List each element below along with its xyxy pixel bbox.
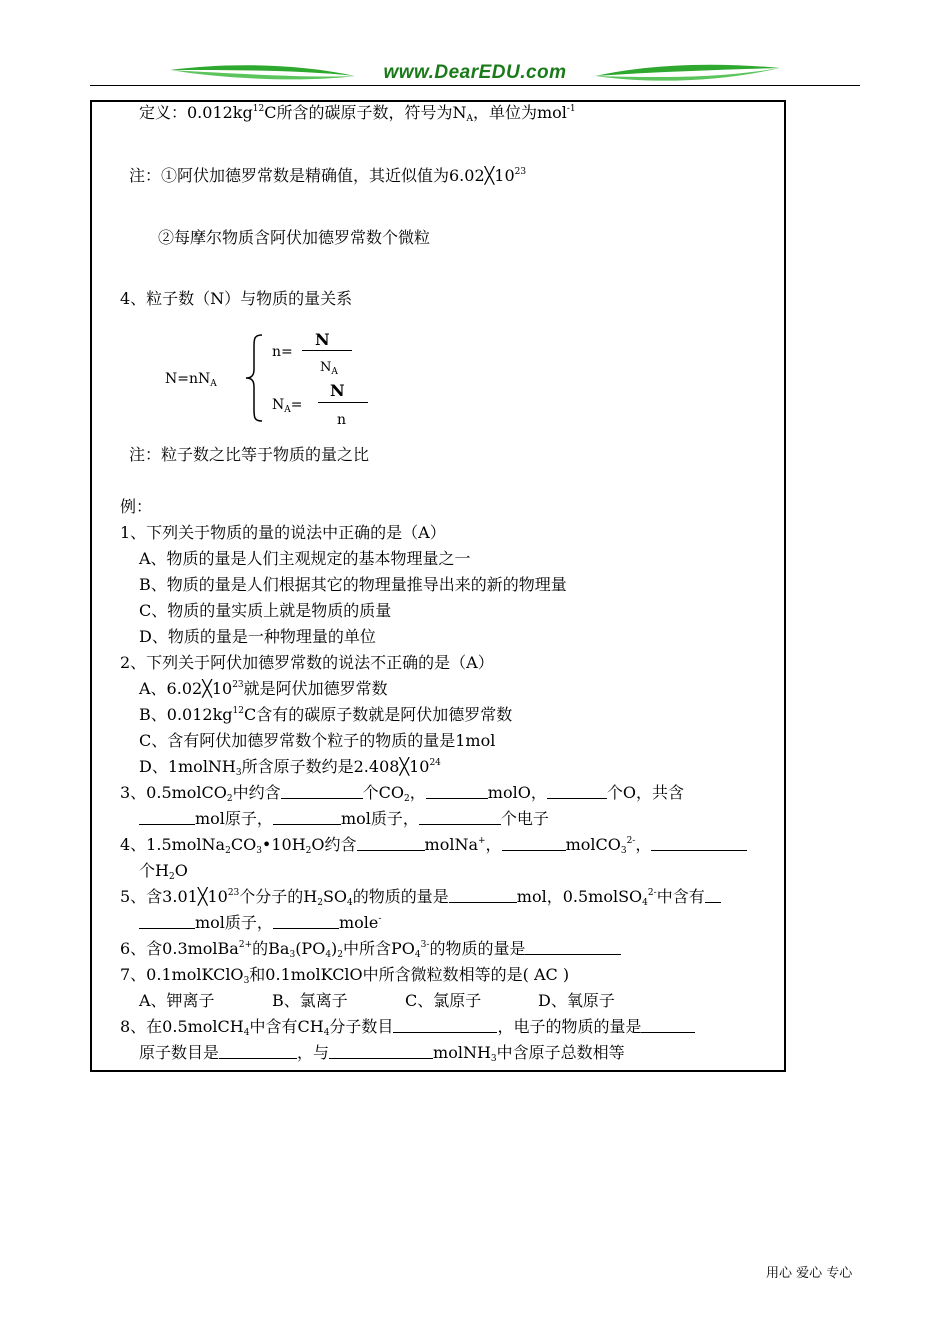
- q1-stem: 1、下列关于物质的量的说法中正确的是（A）: [120, 523, 446, 542]
- fraction-bar: [318, 402, 368, 403]
- q7-option-d: D、氧原子: [538, 991, 615, 1010]
- q7-stem: 7、0.1molKClO$_3$和0.1molKClO中所含微粒数相等的是( AC ): [120, 965, 570, 986]
- q7-option-a: A、钾离子: [139, 991, 215, 1010]
- fraction-bar: [302, 350, 352, 351]
- q7-option-c: C、氯原子: [405, 991, 482, 1010]
- note-per-mole: ②每摩尔物质含阿伏加德罗常数个微粒: [158, 228, 431, 247]
- q5-line-1: 5、含$3.01╳10^{23}$个分子的$H_2SO_4$的物质的量是 mol，0.5molSO$_4^{2-}$中含有: [120, 887, 721, 907]
- q3-line-1: 3、0.5molCO$_2$中约含 个$CO_2$， molO， 个O，共含: [120, 783, 684, 804]
- answer-blank[interactable]: [426, 784, 488, 799]
- answer-blank[interactable]: [273, 810, 341, 825]
- answer-blank[interactable]: [705, 888, 721, 903]
- q2-option-c: C、含有阿伏加德罗常数个粒子的物质的量是1mol: [139, 731, 496, 750]
- q3-line-2: mol原子， mol质子， 个电子: [139, 809, 549, 829]
- note-precise-value: 注：①阿伏加德罗常数是精确值，其近似值为$6.02╳10^{23}$: [129, 166, 527, 185]
- answer-blank[interactable]: [449, 888, 517, 903]
- q4-line-2: 个$H_2O$: [139, 861, 188, 882]
- q1-option-b: B、物质的量是人们根据其它的物理量推导出来的新的物理量: [139, 575, 567, 594]
- formula-na-eq: $N_A=$: [272, 397, 303, 415]
- formula-n-eq: n=: [272, 344, 293, 360]
- formula-n-denominator: $N_A$: [320, 360, 338, 377]
- formula-na-numerator: N: [330, 381, 345, 400]
- answer-blank[interactable]: [547, 784, 607, 799]
- answer-blank[interactable]: [139, 810, 195, 825]
- q1-option-d: D、物质的量是一种物理量的单位: [139, 627, 376, 646]
- q8-line-1: 8、在0.5molCH$_4$中含有$CH_4$分子数目 ，电子的物质的量是: [120, 1017, 695, 1037]
- q2-option-b: B、$0.012kg^{12}C$含有的碳原子数就是阿伏加德罗常数: [139, 705, 513, 724]
- answer-blank[interactable]: [357, 836, 425, 851]
- site-logo: [170, 58, 780, 90]
- q7-option-b: B、氯离子: [272, 991, 348, 1010]
- answer-blank[interactable]: [393, 1018, 497, 1033]
- answer-blank[interactable]: [419, 810, 501, 825]
- q6-line: 6、含0.3molBa$^{2+}$的$Ba_3(PO_4)_2$中所含$PO_4^{3-}$的物质的量是: [120, 939, 621, 959]
- q5-line-2: mol质子， mole-: [139, 913, 381, 933]
- note-ratio: 注：粒子数之比等于物质的量之比: [129, 445, 370, 464]
- answer-blank[interactable]: [219, 1044, 297, 1059]
- answer-blank[interactable]: [281, 784, 363, 799]
- answer-blank[interactable]: [502, 836, 566, 851]
- site-logo-text: www.DearEDU.com: [383, 62, 567, 83]
- section-4-title: 4、粒子数（N）与物质的量关系: [120, 289, 353, 308]
- formula-na-denominator: n: [337, 412, 347, 428]
- brace-icon: [244, 333, 264, 423]
- answer-blank[interactable]: [273, 914, 339, 929]
- q4-line-1: 4、$1.5molNa_2CO_3•10H_2O$约含 molNa+， molCO$_3^{2-}$，: [120, 835, 747, 855]
- footer-slogan: 用心 爱心 专心: [766, 1266, 853, 1281]
- q2-option-a: A、$6.02╳10^{23}$就是阿伏加德罗常数: [139, 679, 388, 698]
- q1-option-c: C、物质的量实质上就是物质的质量: [139, 601, 392, 620]
- q8-line-2: 原子数目是 ，与 molNH$_3$中含原子总数相等: [139, 1043, 625, 1064]
- answer-blank[interactable]: [651, 836, 747, 851]
- formula-n-numerator: N: [315, 330, 330, 349]
- answer-blank[interactable]: [139, 914, 195, 929]
- example-label: 例：: [120, 497, 153, 516]
- answer-blank[interactable]: [641, 1018, 695, 1033]
- q2-option-d: D、1molNH$_3$所含原子数约是$2.408╳10^{24}$: [139, 757, 441, 778]
- answer-blank[interactable]: [525, 940, 621, 955]
- answer-blank[interactable]: [329, 1044, 433, 1059]
- q1-option-a: A、物质的量是人们主观规定的基本物理量之一: [139, 549, 471, 568]
- definition-line: 定义：$0.012kg^{12}C$所含的碳原子数，符号为$N_A$，单位为mol$^{-1}$: [139, 103, 576, 124]
- formula-main: $N=nN_A$: [165, 371, 217, 389]
- q2-stem: 2、下列关于阿伏加德罗常数的说法不正确的是（A）: [120, 653, 494, 672]
